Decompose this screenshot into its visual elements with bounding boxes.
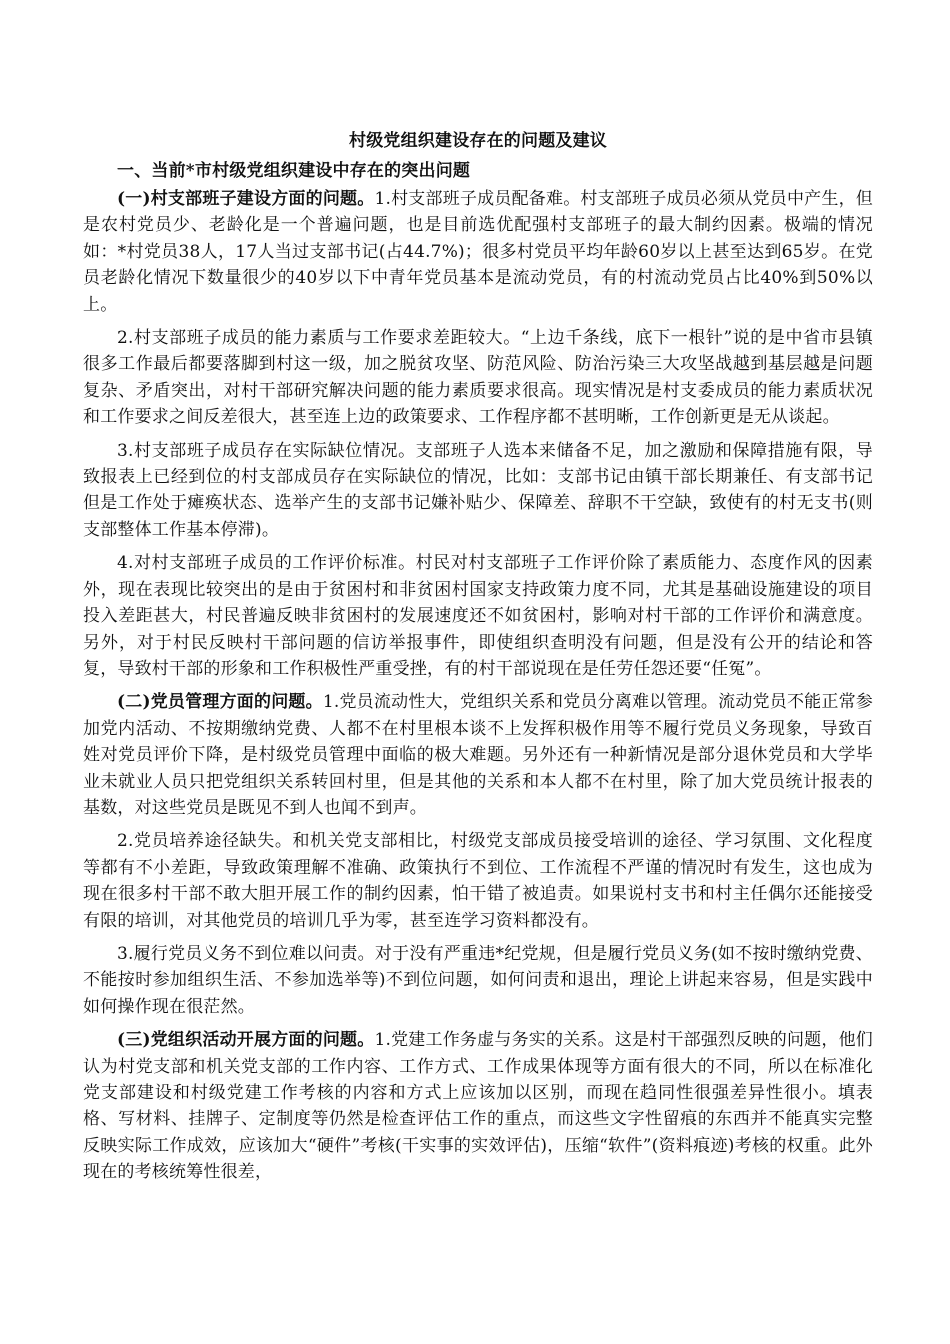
- paragraph-6: [83, 828, 873, 934]
- paragraph-text: 2.村支部班子成员的能力素质与工作要求差距较大。“上边千条线，底下一根针”说的是中省市县镇很多工作最后都要落脚到村这一级，加之脱贫攻坚、防范风险、防治污染三大攻坚战越到基层越是问题复杂、矛盾突出，对村干部研究解决问题的能力素质要求很高。现实情况是村支委成员的能力素质状况和工作要求之间反差很大，甚至连上边的政策要求、工作程序都不甚明晰，工作创新更是无从谈起。: [83, 328, 873, 428]
- paragraph-3: [83, 438, 873, 544]
- paragraph-text: 1.党建工作务虚与务实的关系。这是村干部强烈反映的问题，他们认为村党支部和机关党支部的工作内容、工作方式、工作成果体现等方面有很大的不同，所以在标准化党支部建设和村级党建工作考核的内容和方式上应该加以区别，而现在趋同性很强差异性很小。填表格、写材料、挂牌子、定制度等仍然是检查评估工作的重点，而这些文字性留痕的东西并不能真实完整反映实际工作成效，应该加大“硬件”考核(干实事的实效评估)，压缩“软件”(资料痕迹)考核的权重。此外现在的考核统筹性很差，: [83, 1030, 873, 1183]
- paragraph-1: [83, 186, 873, 318]
- subsection-heading-1: (一)村支部班子建设方面的问题。: [117, 189, 375, 209]
- section-heading: 一、当前*市村级党组织建设中存在的突出问题: [117, 161, 471, 181]
- paragraph-4: [83, 550, 873, 682]
- paragraph-text: 3.村支部班子成员存在实际缺位情况。支部班子人选本来储备不足，加之激励和保障措施有限，导致报表上已经到位的村支部成员存在实际缺位的情况，比如：支部书记由镇干部长期兼任、有支部书记但是工作处于瘫痪状态、选举产生的支部书记嫌补贴少、保障差、辞职不干空缺，致使有的村无支书(则支部整体工作基本停滞)。: [83, 440, 873, 540]
- paragraph-5: [83, 689, 873, 821]
- paragraph-2: [83, 325, 873, 431]
- document-title: 村级党组织建设存在的问题及建议: [349, 131, 607, 151]
- paragraph-text: 3.履行党员义务不到位难以问责。对于没有严重违*纪党规，但是履行党员义务(如不按时缴纳党费、不能按时参加组织生活、不参加选举等)不到位问题，如何问责和退出，理论上讲起来容易，但是实践中如何操作现在很茫然。: [83, 943, 873, 1017]
- paragraph-text: 2.党员培养途径缺失。和机关党支部相比，村级党支部成员接受培训的途径、学习氛围、文化程度等都有不小差距，导致政策理解不准确、政策执行不到位、工作流程不严谨的情况时有发生，这也成为现在很多村干部不敢大胆开展工作的制约因素，怕干错了被追责。如果说村支书和村主任偶尔还能接受有限的培训，对其他党员的培训几乎为零，甚至连学习资料都没有。: [83, 831, 873, 931]
- paragraph-text: 1.党员流动性大，党组织关系和党员分离难以管理。流动党员不能正常参加党内活动、不按期缴纳党费、人都不在村里根本谈不上发挥积极作用等不履行党员义务现象，导致百姓对党员评价下降，是村级党员管理中面临的极大难题。另外还有一种新情况是部分退休党员和大学毕业未就业人员只把党组织关系转回村里，但是其他的关系和本人都不在村里，除了加大党员统计报表的基数，对这些党员是既见不到人也闻不到声。: [83, 692, 874, 818]
- paragraph-text: 4.对村支部班子成员的工作评价标准。村民对村支部班子工作评价除了素质能力、态度作风的因素外，现在表现比较突出的是由于贫困村和非贫困村国家支持政策力度不同，尤其是基础设施建设的项目投入差距甚大，村民普遍反映非贫困村的发展速度还不如贫困村，影响对村干部的工作评价和满意度。另外，对于村民反映村干部问题的信访举报事件，即使组织查明没有问题，但是没有公开的结论和答复，导致村干部的形象和工作积极性严重受挫，有的村干部说现在是任劳任怨还要“任冤”。: [83, 553, 873, 679]
- subsection-heading-2: (二)党员管理方面的问题。: [117, 692, 323, 713]
- paragraph-text: 1.村支部班子成员配备难。村支部班子成员必须从党员中产生，但是农村党员少、老龄化是一个普遍问题，也是目前选优配强村支部班子的最大制约因素。极端的情况如：*村党员38人，17人当过支部书记(占44.7%)；很多村党员平均年龄60岁以上甚至达到65岁。在党员老龄化情况下数量很少的40岁以下中青年党员基本是流动党员，有的村流动党员占比40%到50%以上。: [83, 189, 873, 315]
- paragraph-7: [83, 941, 873, 1020]
- paragraph-8: [83, 1027, 873, 1185]
- document-body: [83, 126, 873, 1193]
- subsection-heading-3: (三)党组织活动开展方面的问题。: [117, 1030, 375, 1051]
